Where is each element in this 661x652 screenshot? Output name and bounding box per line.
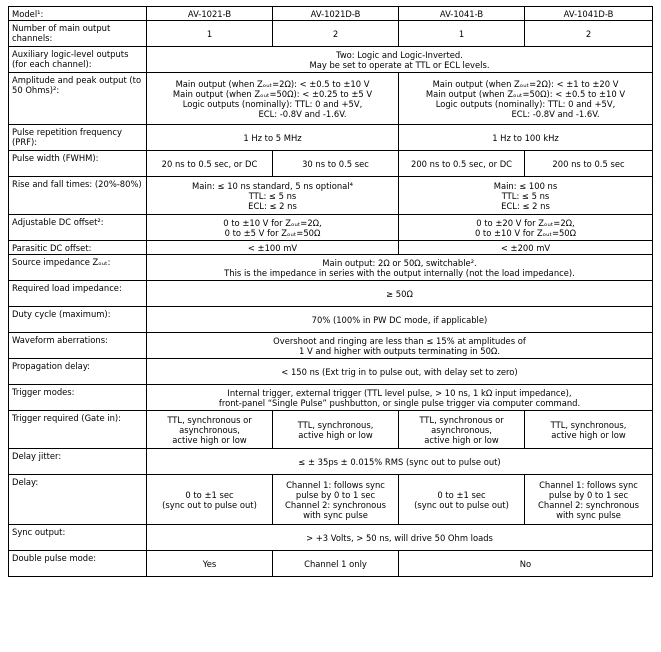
dc-offset-right [399,215,653,241]
row-trigger-required [9,411,653,449]
parasitic-right: < ±200 mV [399,241,653,255]
row-sync-output [9,525,653,551]
parasitic-label: Parasitic DC offset: [9,241,147,255]
source-impedance-label: Source impedance Zₒᵤₜ: [9,255,147,281]
channels-value: 2 [525,21,653,47]
amplitude-line: Logic outputs (nominally): TTL: 0 and +5V, [182,98,363,109]
pulse-width-value: 200 ns to 0.5 sec, or DC [399,151,525,177]
pulse-width-value: 20 ns to 0.5 sec, or DC [147,151,273,177]
prf-left: 1 Hz to 5 MHz [147,125,399,151]
model-av-1021-b: AV-1021-B [147,7,273,21]
channels-label: Number of main output channels: [9,21,147,47]
dc-offset-label: Adjustable DC offset²: [9,215,147,241]
aberrations-value: Overshoot and ringing are less than ≤ 15% at amplitudes of 1 V and higher with outputs terminating in 50Ω. [147,333,653,359]
delay-value: Channel 1: follows sync pulse by 0 to 1 sec Channel 2: synchronous with sync pulse [273,475,399,525]
trigger-required-value: TTL, synchronous, active high or low [273,411,399,449]
rise-fall-line: Main: ≤ 10 ns standard, 5 ns optional⁴ [192,180,353,191]
row-pulse-width [9,151,653,177]
parasitic-left: < ±100 mV [147,241,399,255]
amplitude-right [399,73,653,125]
rise-fall-right [399,177,653,215]
row-aux-outputs [9,47,653,73]
jitter-label: Delay jitter: [9,449,147,475]
dc-offset-line: 0 to ±5 V for Zₒᵤₜ=50Ω [224,227,321,238]
double-pulse-value: Channel 1 only [273,551,399,577]
prf-right: 1 Hz to 100 kHz [399,125,653,151]
trigger-modes-value: Internal trigger, external trigger (TTL level pulse, > 10 ns, 1 kΩ input impedance), front-panel “Single Pulse” pushbutton, or single pulse trigger via computer command. [147,385,653,411]
propagation-value: < 150 ns (Ext trig in to pulse out, with delay set to zero) [147,359,653,385]
row-double-pulse [9,551,653,577]
amplitude-line: Main output (when Zₒᵤₜ=2Ω): < ±0.5 to ±10 V [175,78,370,89]
model-av-1041d-b: AV-1041D-B [525,7,653,21]
trigger-required-value: TTL, synchronous, active high or low [525,411,653,449]
source-impedance-value: Main output: 2Ω or 50Ω, switchable². This is the impedance in series with the output internally (not the load impedance). [147,255,653,281]
sync-output-label: Sync output: [9,525,147,551]
trigger-modes-label: Trigger modes: [9,385,147,411]
amplitude-line: Main output (when Zₒᵤₜ=50Ω): < ±0.5 to ±10 V [425,88,626,99]
amplitude-line: Logic outputs (nominally): TTL: 0 and +5V, [435,98,616,109]
dc-offset-left [147,215,399,241]
rise-fall-line: TTL: ≤ 5 ns [501,190,550,201]
row-jitter [9,449,653,475]
double-pulse-value: No [399,551,653,577]
row-trigger-modes [9,385,653,411]
amplitude-line: ECL: -0.8V and -1.6V. [258,108,347,119]
rise-fall-line: ECL: ≤ 2 ns [501,200,550,211]
trigger-required-value: TTL, synchronous or asynchronous, active high or low [147,411,273,449]
model-av-1021d-b: AV-1021D-B [273,7,399,21]
row-duty-cycle [9,307,653,333]
row-aberrations [9,333,653,359]
delay-label: Delay: [9,475,147,525]
row-amplitude [9,73,653,125]
load-impedance-label: Required load impedance: [9,281,147,307]
load-impedance-value: ≥ 50Ω [147,281,653,307]
aux-label: Auxiliary logic-level outputs (for each channel): [9,47,147,73]
row-load-impedance [9,281,653,307]
jitter-value: ≤ ± 35ps ± 0.015% RMS (sync out to pulse out) [147,449,653,475]
prf-label: Pulse repetition frequency (PRF): [9,125,147,151]
specifications-table [8,6,653,577]
amplitude-label: Amplitude and peak output (to 50 Ohms)²: [9,73,147,125]
row-dc-offset [9,215,653,241]
delay-value: 0 to ±1 sec (sync out to pulse out) [147,475,273,525]
duty-cycle-label: Duty cycle (maximum): [9,307,147,333]
delay-value: 0 to ±1 sec (sync out to pulse out) [399,475,525,525]
channels-value: 1 [399,21,525,47]
model-label: Model¹: [9,7,147,21]
header-row [9,7,653,21]
dc-offset-line: 0 to ±10 V for Zₒᵤₜ=2Ω, [223,217,322,228]
row-parasitic [9,241,653,255]
duty-cycle-value: 70% (100% in PW DC mode, if applicable) [147,307,653,333]
amplitude-line: Main output (when Zₒᵤₜ=50Ω): < ±0.25 to ±5 V [172,88,373,99]
channels-value: 2 [273,21,399,47]
pulse-width-value: 30 ns to 0.5 sec [273,151,399,177]
dc-offset-line: 0 to ±10 V for Zₒᵤₜ=50Ω [474,227,577,238]
rise-fall-line: Main: ≤ 100 ns [493,180,558,191]
aux-value: Two: Logic and Logic-Inverted. May be set to operate at TTL or ECL levels. [147,47,653,73]
row-delay [9,475,653,525]
model-av-1041-b: AV-1041-B [399,7,525,21]
channels-value: 1 [147,21,273,47]
pulse-width-label: Pulse width (FWHM): [9,151,147,177]
rise-fall-left [147,177,399,215]
aberrations-label: Waveform aberrations: [9,333,147,359]
row-channels [9,21,653,47]
rise-fall-line: ECL: ≤ 2 ns [248,200,297,211]
amplitude-line: Main output (when Zₒᵤₜ=2Ω): < ±1 to ±20 V [432,78,619,89]
dc-offset-line: 0 to ±20 V for Zₒᵤₜ=2Ω, [476,217,575,228]
sync-output-value: > +3 Volts, > 50 ns, will drive 50 Ohm loads [147,525,653,551]
propagation-label: Propagation delay: [9,359,147,385]
delay-value: Channel 1: follows sync pulse by 0 to 1 sec Channel 2: synchronous with sync pulse [525,475,653,525]
double-pulse-label: Double pulse mode: [9,551,147,577]
row-rise-fall [9,177,653,215]
row-propagation [9,359,653,385]
rise-fall-line: TTL: ≤ 5 ns [248,190,297,201]
double-pulse-value: Yes [147,551,273,577]
rise-fall-label: Rise and fall times: (20%-80%) [9,177,147,215]
amplitude-left [147,73,399,125]
amplitude-line: ECL: -0.8V and -1.6V. [511,108,600,119]
trigger-required-label: Trigger required (Gate in): [9,411,147,449]
row-prf [9,125,653,151]
pulse-width-value: 200 ns to 0.5 sec [525,151,653,177]
row-source-impedance [9,255,653,281]
trigger-required-value: TTL, synchronous or asynchronous, active high or low [399,411,525,449]
